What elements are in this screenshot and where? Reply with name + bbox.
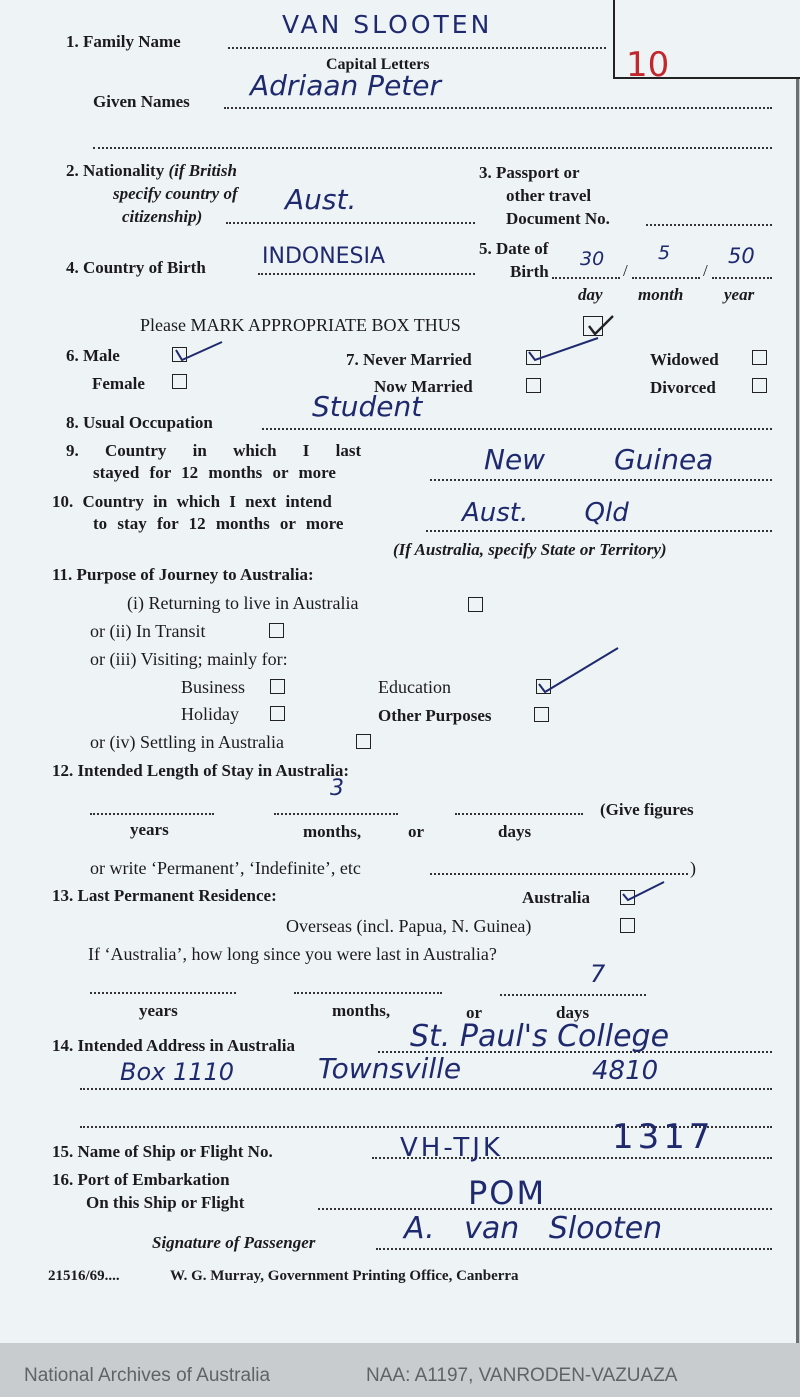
dob-year-line: [712, 277, 772, 279]
address-line-2: [80, 1088, 772, 1090]
address-town: Townsville: [318, 1052, 462, 1085]
divorced-label: Divorced: [650, 378, 716, 397]
stay-years-line: [90, 813, 214, 815]
flight-label: 15. Name of Ship or Flight No.: [52, 1142, 273, 1161]
since-days-caption: days: [556, 1003, 590, 1022]
family-name-answer: VAN SLOOTEN: [282, 10, 493, 39]
settling-checkbox[interactable]: [356, 734, 371, 749]
returning-checkbox[interactable]: [468, 597, 483, 612]
since-years-line: [90, 992, 236, 994]
now-married-checkbox[interactable]: [526, 378, 541, 393]
printer-imprint: W. G. Murray, Government Printing Office, Canberra: [170, 1268, 519, 1284]
capital-letters-note: Capital Letters: [326, 56, 430, 73]
next-country-line: [426, 530, 772, 532]
settling-label: or (iv) Settling in Australia: [90, 732, 284, 752]
since-days-line: [500, 994, 646, 996]
signature-label: Signature of Passenger: [152, 1233, 316, 1252]
male-label: 6. Male: [66, 346, 120, 365]
permanent-line: [430, 873, 688, 875]
last-country-answer: New Guinea: [484, 443, 714, 476]
country-of-birth-label: 4. Country of Birth: [66, 258, 206, 277]
since-days-value: 7: [590, 960, 606, 988]
permanent-close-paren: ): [690, 858, 696, 878]
country-of-birth-answer: INDONESIA: [262, 244, 386, 269]
never-married-label: 7. Never Married: [346, 350, 472, 369]
since-months-caption: months,: [332, 1001, 391, 1020]
length-of-stay-label: 12. Intended Length of Stay in Australia:: [52, 761, 350, 780]
signature-line: [376, 1248, 772, 1250]
dob-day-line: [552, 277, 620, 279]
holiday-checkbox[interactable]: [270, 706, 285, 721]
month-caption: month: [638, 285, 684, 304]
visiting-label: or (iii) Visiting; mainly for:: [90, 649, 288, 669]
record-number: 10: [626, 45, 670, 85]
family-name-line: [228, 47, 606, 49]
day-caption: day: [578, 285, 603, 304]
nationality-answer: Aust.: [285, 183, 357, 216]
nationality-line: [226, 222, 475, 224]
widowed-checkbox[interactable]: [752, 350, 767, 365]
last-country-line: [430, 479, 772, 481]
form-code: 21516/69....: [48, 1268, 120, 1284]
address-box: Box 1110: [120, 1058, 235, 1086]
since-years-caption: years: [139, 1001, 178, 1020]
stay-days-caption: days: [498, 822, 532, 841]
how-long-question: If ‘Australia’, how long since you were last in Australia?: [88, 944, 497, 964]
state-note: (If Australia, specify State or Territory): [393, 540, 667, 559]
business-label: Business: [181, 677, 246, 697]
female-checkbox[interactable]: [172, 374, 187, 389]
archive-reference: NAA: A1197, VANRODEN-VAZUAZA: [366, 1365, 678, 1386]
widowed-label: Widowed: [650, 350, 719, 369]
stay-days-line: [455, 813, 583, 815]
education-label: Education: [378, 677, 451, 697]
last-residence-label: 13. Last Permanent Residence:: [52, 886, 277, 905]
next-country-answer: Aust. Qld: [462, 498, 629, 528]
given-names-line: [224, 107, 772, 109]
family-name-label: 1. Family Name: [66, 32, 181, 51]
port-answer: POM: [468, 1174, 547, 1212]
education-tick-icon: [536, 644, 626, 696]
male-tick-icon: [172, 338, 232, 368]
address-postcode: 4810: [592, 1056, 659, 1086]
occupation-label: 8. Usual Occupation: [66, 413, 213, 432]
female-label: Female: [92, 374, 145, 393]
country-of-birth-line: [258, 273, 475, 275]
flight-number: 1317: [612, 1117, 715, 1157]
year-caption: year: [724, 285, 755, 304]
passport-line: [646, 224, 772, 226]
stay-months-line: [274, 813, 398, 815]
last-country-label-2: stayed for 12 months or more: [93, 463, 336, 482]
mark-instruction: Please MARK APPROPRIATE BOX THUS: [140, 315, 461, 335]
given-names-label: Given Names: [93, 92, 190, 111]
address-answer-1: St. Paul's College: [410, 1019, 670, 1054]
nationality-label-2: specify country of: [113, 184, 238, 203]
nationality-label-3: citizenship): [122, 207, 203, 226]
occupation-line: [262, 428, 772, 430]
flight-answer: VH-TJK: [400, 1133, 503, 1163]
permanent-label: or write ‘Permanent’, ‘Indefinite’, etc: [90, 858, 361, 878]
dob-day: 30: [580, 248, 605, 270]
australia-residence-label: Australia: [522, 888, 590, 907]
give-figures-note: (Give figures: [600, 800, 694, 819]
returning-label: (i) Returning to live in Australia: [127, 593, 359, 613]
dob-month-line: [632, 277, 700, 279]
next-country-label-2: to stay for 12 months or more: [93, 514, 344, 533]
archive-name: National Archives of Australia: [24, 1365, 271, 1386]
since-or-caption: or: [466, 1003, 483, 1022]
stay-months-caption: months,: [303, 822, 362, 841]
port-label: 16. Port of Embarkation: [52, 1170, 230, 1189]
passport-label-2: other travel: [506, 186, 592, 205]
purpose-label: 11. Purpose of Journey to Australia:: [52, 565, 314, 584]
business-checkbox[interactable]: [270, 679, 285, 694]
last-country-label: 9. Country in which I last: [66, 441, 362, 460]
never-married-tick-icon: [526, 334, 606, 368]
dob-month: 5: [658, 242, 671, 264]
other-purposes-checkbox[interactable]: [534, 707, 549, 722]
date-of-birth-label: 5. Date of: [479, 239, 549, 258]
dob-slash-2: /: [703, 261, 708, 280]
date-of-birth-label-2: Birth: [510, 262, 549, 281]
australia-residence-tick-icon: [620, 878, 670, 904]
nationality-label: 2. Nationality (if British: [66, 161, 237, 180]
overseas-residence-checkbox[interactable]: [620, 918, 635, 933]
given-names-answer: Adriaan Peter: [250, 69, 442, 102]
stay-or-caption: or: [408, 822, 425, 841]
stay-years-caption: years: [130, 820, 169, 839]
overseas-residence-label: Overseas (incl. Papua, N. Guinea): [286, 916, 532, 936]
passport-label-3: Document No.: [506, 209, 610, 228]
port-label-2: On this Ship or Flight: [86, 1193, 245, 1212]
holiday-label: Holiday: [181, 704, 239, 724]
dob-slash-1: /: [623, 261, 628, 280]
dob-year: 50: [728, 244, 755, 268]
since-months-line: [294, 992, 442, 994]
archive-footer: [0, 1343, 800, 1397]
other-purposes-label: Other Purposes: [378, 706, 492, 725]
transit-label: or (ii) In Transit: [90, 621, 206, 641]
signature-value: A. van Slooten: [404, 1211, 663, 1246]
given-names-line-2: [93, 147, 772, 149]
occupation-answer: Student: [312, 390, 423, 423]
transit-checkbox[interactable]: [269, 623, 284, 638]
now-married-label: Now Married: [374, 377, 473, 396]
next-country-label: 10. Country in which I next intend: [52, 492, 332, 511]
address-label: 14. Intended Address in Australia: [52, 1036, 295, 1055]
stay-months-value: 3: [330, 776, 344, 801]
divorced-checkbox[interactable]: [752, 378, 767, 393]
passport-label: 3. Passport or: [479, 163, 580, 182]
